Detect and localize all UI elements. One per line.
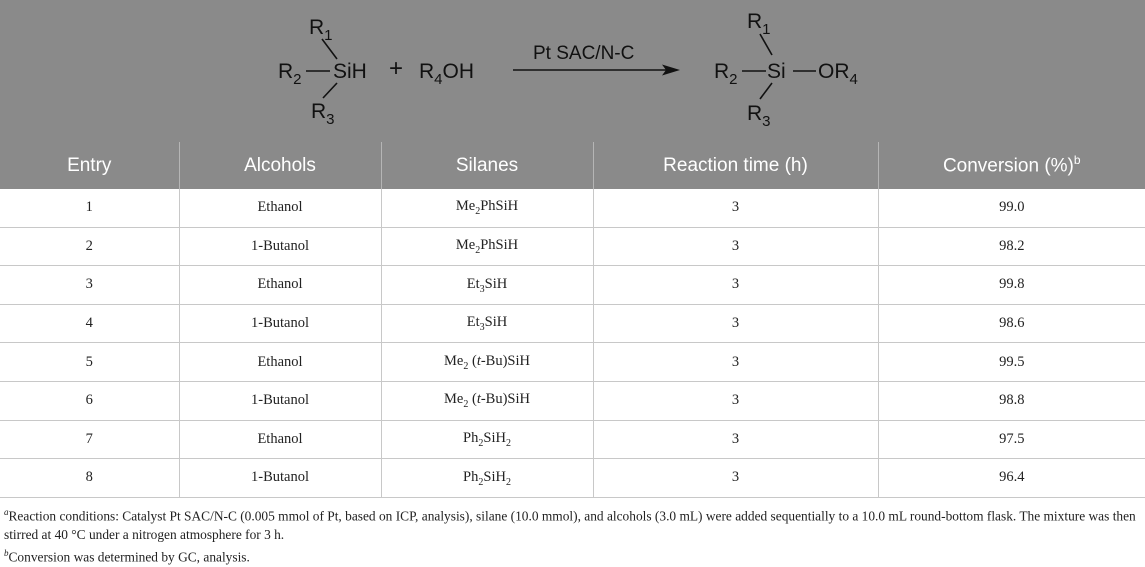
product-bond-r3 <box>760 83 772 99</box>
cell-silane: $Me_2PhSiH$ <box>381 189 593 227</box>
cell-reaction-time: 3 <box>593 420 878 459</box>
header-silanes: Silanes <box>381 142 593 189</box>
cell-alcohol: 1-Butanol <box>179 304 381 343</box>
cell-conversion: 97.5 <box>878 420 1145 459</box>
cell-entry: 8 <box>0 459 179 498</box>
cell-silane: $Me_2PhSiH$ <box>381 227 593 266</box>
cell-silane: $Me_2$ (t-Bu)SiH <box>381 343 593 382</box>
product-r3: $R_3$ <box>747 102 771 130</box>
product-or4: $OR_4$ <box>818 60 858 88</box>
footnote-b: $^b$Conversion was determined by GC, analysis. <box>4 548 250 565</box>
cell-entry: 1 <box>0 189 179 227</box>
silane-center: SiH <box>333 60 367 83</box>
results-table <box>0 142 1145 498</box>
table-header-row <box>0 142 1145 189</box>
cell-conversion: 96.4 <box>878 459 1145 498</box>
cell-entry: 5 <box>0 343 179 382</box>
cell-entry: 7 <box>0 420 179 459</box>
table-row <box>0 381 1145 420</box>
cell-alcohol: Ethanol <box>179 266 381 305</box>
cell-reaction-time: 3 <box>593 381 878 420</box>
plus-sign: + <box>389 55 404 82</box>
cell-entry: 4 <box>0 304 179 343</box>
alcohol-formula: $R_4OH$ <box>419 60 475 88</box>
cell-entry: 2 <box>0 227 179 266</box>
product-r1: $R_1$ <box>747 10 771 38</box>
table-row <box>0 459 1145 498</box>
cell-reaction-time: 3 <box>593 304 878 343</box>
product-structure <box>714 10 858 130</box>
reaction-scheme-drawing <box>0 0 1145 142</box>
footnote-a: $^a$Reaction conditions: Catalyst Pt SAC/N-C (0.005 mmol of Pt, based on ICP, analysis), silane (10.0 mmol), and alcohols (3.0 mL) were added sequentially to a 10.0 mL round-bottom flask. The mixture was then stirred at 40 °C under a nitrogen atmosphere for 3 h. <box>4 507 1136 543</box>
table-row <box>0 266 1145 305</box>
table-row <box>0 227 1145 266</box>
cell-alcohol: 1-Butanol <box>179 459 381 498</box>
cell-conversion: 99.8 <box>878 266 1145 305</box>
header-reaction-time: Reaction time (h) <box>593 142 878 189</box>
header-alcohols: Alcohols <box>179 142 381 189</box>
silane-structure <box>278 16 367 128</box>
table-row <box>0 304 1145 343</box>
cell-entry: 6 <box>0 381 179 420</box>
cell-reaction-time: 3 <box>593 459 878 498</box>
footnotes <box>4 503 1142 567</box>
product-center: Si <box>767 60 786 83</box>
cell-alcohol: 1-Butanol <box>179 227 381 266</box>
cell-silane: $Et_3SiH$ <box>381 266 593 305</box>
table-body <box>0 189 1145 497</box>
silane-r3: $R_3$ <box>311 100 335 128</box>
header-conversion: Conversion (%)$^b$ <box>878 142 1145 189</box>
cell-conversion: 98.6 <box>878 304 1145 343</box>
cell-alcohol: 1-Butanol <box>179 381 381 420</box>
cell-silane: $Et_3SiH$ <box>381 304 593 343</box>
cell-alcohol: Ethanol <box>179 343 381 382</box>
cell-conversion: 98.2 <box>878 227 1145 266</box>
cell-reaction-time: 3 <box>593 189 878 227</box>
silane-r2: $R_2$ <box>278 60 302 88</box>
cell-alcohol: Ethanol <box>179 420 381 459</box>
cell-conversion: 99.5 <box>878 343 1145 382</box>
silane-r1: $R_1$ <box>309 16 333 44</box>
reaction-scheme <box>0 0 1145 142</box>
cell-alcohol: Ethanol <box>179 189 381 227</box>
catalyst-label: Pt SAC/N-C <box>533 43 635 64</box>
cell-reaction-time: 3 <box>593 266 878 305</box>
cell-conversion: 99.0 <box>878 189 1145 227</box>
cell-reaction-time: 3 <box>593 227 878 266</box>
silane-bond-r3 <box>323 83 337 98</box>
cell-silane: $Ph_2SiH_2$ <box>381 459 593 498</box>
table-row <box>0 343 1145 382</box>
header-entry: Entry <box>0 142 179 189</box>
cell-entry: 3 <box>0 266 179 305</box>
cell-silane: $Me_2$ (t-Bu)SiH <box>381 381 593 420</box>
table-row <box>0 420 1145 459</box>
cell-reaction-time: 3 <box>593 343 878 382</box>
table-row <box>0 189 1145 227</box>
cell-silane: $Ph_2SiH_2$ <box>381 420 593 459</box>
product-r2: $R_2$ <box>714 60 738 88</box>
cell-conversion: 98.8 <box>878 381 1145 420</box>
